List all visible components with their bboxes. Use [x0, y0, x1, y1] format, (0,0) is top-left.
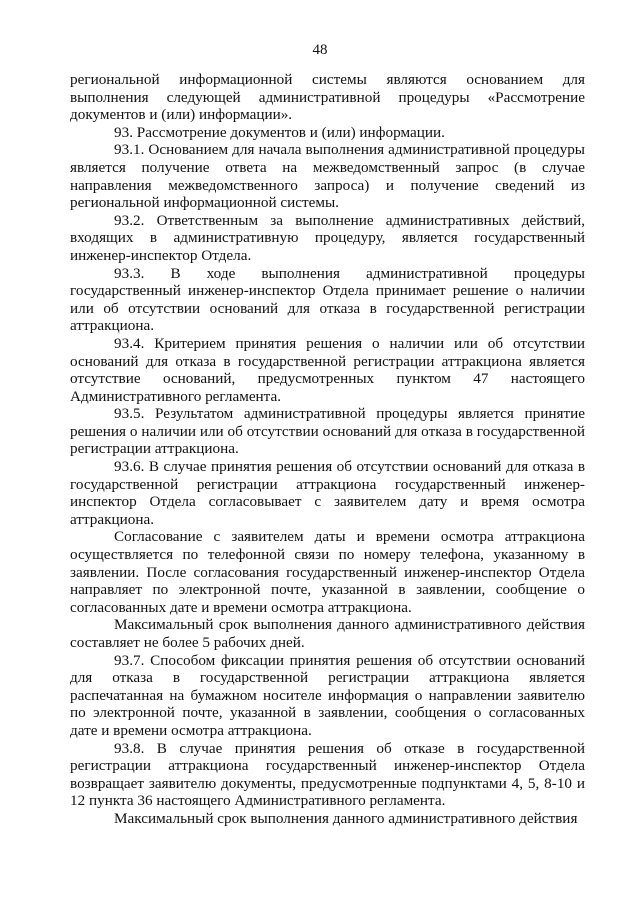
paragraph: 93.4. Критерием принятия решения о наличии или об отсутствии оснований для отказа в государственной регистрации аттракциона является отсутствие оснований, предусмотренных пунктом 47 настоящего Административного регламента.: [70, 334, 585, 405]
paragraph: Максимальный срок выполнения данного административного действия составляет не более 5 рабочих дней.: [70, 616, 585, 651]
paragraph: 93.3. В ходе выполнения административной процедуры государственный инженер-инспектор Отдела принимает решение о наличии или об отсутствии оснований для отказа в государственной регистрации аттракциона.: [70, 264, 585, 335]
paragraph: Согласование с заявителем даты и времени осмотра аттракциона осуществляется по телефонной связи по номеру телефона, указанному в заявлении. После согласования государственный инженер-инспектор Отдела направляет по электронной почте, указанной в заявлении, сообщение о согласованных дате и времени осмотра аттракциона.: [70, 528, 585, 616]
paragraph: 93.7. Способом фиксации принятия решения об отсутствии оснований для отказа в государственной регистрации аттракциона является распечатанная на бумажном носителе информация о направлении заявителю по электронной почте, указанной в заявлении, сообщения о согласованных дате и времени осмотра аттракциона.: [70, 651, 585, 739]
page-number: 48: [312, 42, 328, 58]
paragraph: 93.6. В случае принятия решения об отсутствии оснований для отказа в государственной регистрации аттракциона государственный инженер-инспектор Отдела согласовывает с заявителем дату и время осмотра аттракциона.: [70, 458, 585, 528]
paragraph: 93.2. Ответственным за выполнение административных действий, входящих в административную процедуру, является государственный инженер-инспектор Отдела.: [70, 211, 585, 264]
paragraph: Максимальный срок выполнения данного административного действия: [114, 809, 578, 827]
paragraph: 93.8. В случае принятия решения об отказе в государственной регистрации аттракциона государственный инженер-инспектор Отдела возвращает заявителю документы, предусмотренные подпунктами 4, 5, 8-10 и 12 пункта 36 настоящего Административного регламента.: [70, 739, 585, 810]
paragraph: 93.1. Основанием для начала выполнения административной процедуры является получение ответа на межведомственный запрос (в случае направления межведомственного запроса) и получение сведений из региональной информационной системы.: [70, 141, 585, 212]
paragraph: 93.5. Результатом административной процедуры является принятие решения о наличии или об отсутствии оснований для отказа в государственной регистрации аттракциона.: [70, 405, 585, 458]
paragraph: региональной информационной системы являются основанием для выполнения следующей административной процедуры «Рассмотрение документов и (или) информации».: [70, 71, 585, 124]
document-body: [70, 71, 585, 828]
paragraph: 93. Рассмотрение документов и (или) информации.: [114, 123, 445, 141]
